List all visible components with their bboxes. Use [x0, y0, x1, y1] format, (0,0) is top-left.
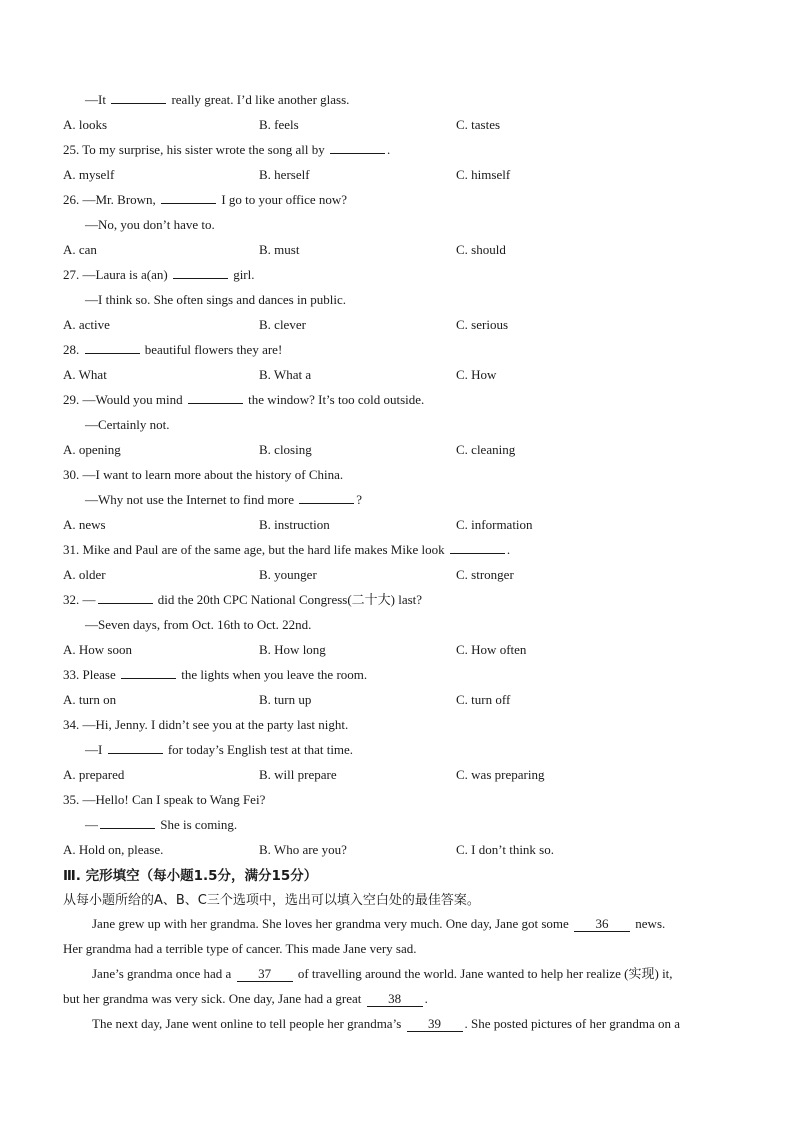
- option-c: C. should: [456, 242, 506, 257]
- answer-blank: [98, 603, 153, 604]
- question-line-text-end: .: [506, 542, 511, 557]
- question-line-text: 28.: [63, 342, 83, 357]
- option-c: C. How often: [456, 642, 527, 657]
- passage-line: [63, 991, 428, 1007]
- question-line: [85, 92, 349, 108]
- option-b: B. How long: [259, 642, 326, 657]
- passage-line: [92, 966, 673, 982]
- question-line: [63, 392, 424, 408]
- option-c: C. stronger: [456, 567, 514, 582]
- question-line-text: 34. —Hi, Jenny. I didn’t see you at the party last night.: [63, 717, 349, 732]
- question-line-text: 32. —: [63, 592, 96, 607]
- option-c: C. turn off: [456, 692, 511, 707]
- question-line-text-end: for today’s English test at that time.: [164, 742, 354, 757]
- question-line: [85, 492, 362, 508]
- question-line-text: 29. —Would you mind: [63, 392, 186, 407]
- answer-blank: 37: [237, 967, 293, 982]
- option-c: C. information: [456, 517, 533, 532]
- option-a: A. older: [63, 567, 106, 582]
- option-a: A. Hold on, please.: [63, 842, 164, 857]
- question-line-text-end: the lights when you leave the room.: [177, 667, 368, 682]
- question-line: [63, 267, 255, 283]
- question-line: [85, 817, 237, 833]
- question-line-text: —Why not use the Internet to find more: [85, 492, 298, 507]
- answer-blank: [188, 403, 243, 404]
- question-line-text: 31. Mike and Paul are of the same age, but the hard life makes Mike look: [63, 542, 448, 557]
- question-line: [63, 192, 347, 208]
- question-line-text-end: girl.: [229, 267, 255, 282]
- question-line-text: —Certainly not.: [85, 417, 170, 432]
- answer-blank: 36: [574, 917, 630, 932]
- question-line-text: 26. —Mr. Brown,: [63, 192, 160, 207]
- option-b: B. younger: [259, 567, 317, 582]
- question-line-text-end: really great. I’d like another glass.: [168, 92, 350, 107]
- question-line-text: 30. —I want to learn more about the history of China.: [63, 467, 344, 482]
- passage-line-text: Jane’s grandma once had a: [92, 966, 235, 981]
- option-a: A. news: [63, 517, 106, 532]
- option-a: A. active: [63, 317, 110, 332]
- question-line-text: —It: [85, 92, 110, 107]
- option-c: C. was preparing: [456, 767, 545, 782]
- passage-line-text: The next day, Jane went online to tell people her grandma’s: [92, 1016, 405, 1031]
- option-a: A. turn on: [63, 692, 117, 707]
- answer-blank: [111, 103, 166, 104]
- answer-blank: [108, 753, 163, 754]
- question-line: [63, 142, 390, 158]
- question-line-text-end: .: [386, 142, 391, 157]
- question-line: [85, 292, 346, 308]
- question-line: [85, 417, 170, 433]
- question-line-text-end: did the 20th CPC National Congress(二十大) last?: [154, 592, 423, 607]
- option-a: A. prepared: [63, 767, 125, 782]
- answer-blank: [330, 153, 385, 154]
- answer-blank: [85, 353, 140, 354]
- question-line: [63, 667, 367, 683]
- option-b: B. Who are you?: [259, 842, 347, 857]
- passage-line-text-end: news.: [632, 916, 666, 931]
- question-line: [63, 542, 510, 558]
- question-line-text: —: [85, 817, 98, 832]
- option-b: B. must: [259, 242, 300, 257]
- answer-blank: [121, 678, 176, 679]
- answer-blank: [450, 553, 505, 554]
- option-b: B. closing: [259, 442, 312, 457]
- question-line: [63, 792, 265, 808]
- passage-line-text: but her grandma was very sick. One day, Jane had a great: [63, 991, 365, 1006]
- passage-line-text-end: . She posted pictures of her grandma on a: [464, 1016, 681, 1031]
- question-line-text: 25. To my surprise, his sister wrote the song all by: [63, 142, 328, 157]
- answer-blank: [100, 828, 155, 829]
- question-line: [63, 467, 343, 483]
- question-line-text-end: the window? It’s too cold outside.: [244, 392, 425, 407]
- option-b: B. What a: [259, 367, 312, 382]
- question-line: [85, 617, 311, 633]
- passage-line-text: Her grandma had a terrible type of cancer. This made Jane very sad.: [63, 941, 417, 956]
- passage-line-text: Jane grew up with her grandma. She loves her grandma very much. One day, Jane got some: [92, 916, 573, 931]
- question-line-text-end: She is coming.: [157, 817, 238, 832]
- option-b: B. turn up: [259, 692, 312, 707]
- question-line-text: 33. Please: [63, 667, 119, 682]
- option-b: B. feels: [259, 117, 299, 132]
- question-line-text-end: ?: [356, 492, 363, 507]
- option-c: C. I don’t think so.: [456, 842, 554, 857]
- option-b: B. herself: [259, 167, 310, 182]
- passage-line: [63, 941, 417, 957]
- passage-line: [92, 916, 665, 932]
- section-instruction: 从每小题所给的A、B、C三个选项中，选出可以填入空白处的最佳答案。: [63, 893, 480, 908]
- option-a: A. looks: [63, 117, 108, 132]
- option-c: C. cleaning: [456, 442, 516, 457]
- option-a: A. myself: [63, 167, 115, 182]
- question-line-text-end: beautiful flowers they are!: [141, 342, 283, 357]
- question-line-text-end: I go to your office now?: [218, 192, 348, 207]
- passage-line: [92, 1016, 680, 1032]
- question-line-text: —I: [85, 742, 106, 757]
- question-line-text: —Seven days, from Oct. 16th to Oct. 22nd.: [85, 617, 312, 632]
- option-c: C. serious: [456, 317, 508, 332]
- question-line: [63, 342, 282, 358]
- question-line-text: —No, you don’t have to.: [85, 217, 215, 232]
- answer-blank: 39: [407, 1017, 463, 1032]
- section-title: Ⅲ. 完形填空（每小题1.5分，满分15分）: [63, 868, 318, 884]
- answer-blank: [299, 503, 354, 504]
- option-a: A. opening: [63, 442, 121, 457]
- question-line: [63, 592, 422, 608]
- question-line: [85, 217, 215, 233]
- question-line-text: 27. —Laura is a(an): [63, 267, 171, 282]
- option-a: A. can: [63, 242, 97, 257]
- answer-blank: 38: [367, 992, 423, 1007]
- passage-line-text-end: .: [424, 991, 428, 1006]
- option-c: C. How: [456, 367, 497, 382]
- passage-line-text-end: of travelling around the world. Jane wanted to help her realize (实现) it,: [294, 966, 673, 981]
- option-b: B. clever: [259, 317, 306, 332]
- option-a: A. What: [63, 367, 107, 382]
- answer-blank: [173, 278, 228, 279]
- option-b: B. instruction: [259, 517, 330, 532]
- option-c: C. himself: [456, 167, 511, 182]
- question-line-text: 35. —Hello! Can I speak to Wang Fei?: [63, 792, 266, 807]
- question-line: [63, 717, 348, 733]
- question-line: [85, 742, 353, 758]
- option-c: C. tastes: [456, 117, 501, 132]
- question-line-text: —I think so. She often sings and dances in public.: [85, 292, 347, 307]
- option-b: B. will prepare: [259, 767, 337, 782]
- option-a: A. How soon: [63, 642, 132, 657]
- answer-blank: [161, 203, 216, 204]
